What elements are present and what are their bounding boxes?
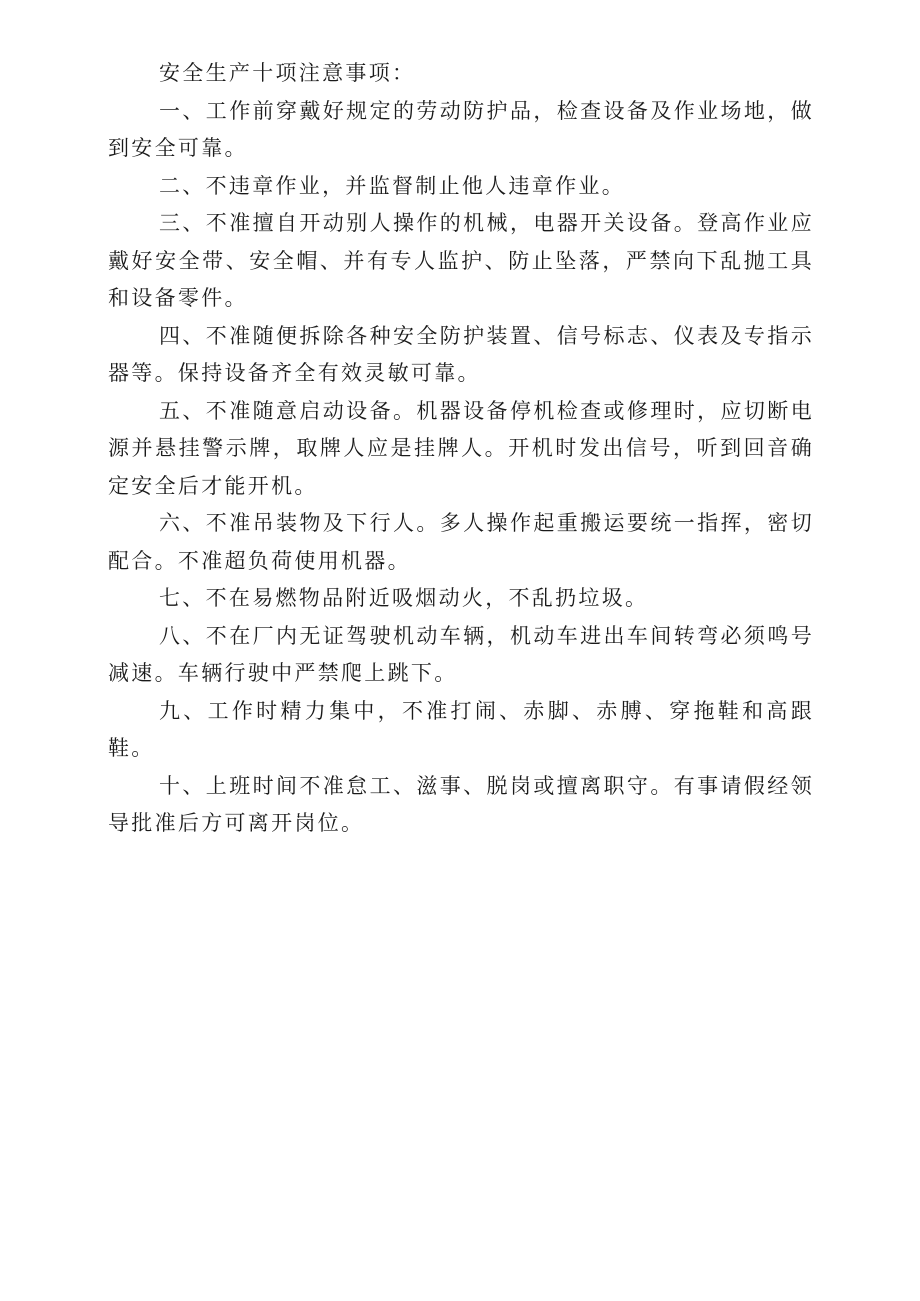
rule-item-5: 五、不准随意启动设备。机器设备停机检查或修理时，应切断电源并悬挂警示牌，取牌人应是挂牌人。开机时发出信号，听到回音确定安全后才能开机。 — [108, 398, 814, 498]
rule-item-6: 六、不准吊装物及下行人。多人操作起重搬运要统一指挥，密切配合。不准超负荷使用机器。 — [108, 511, 814, 573]
rule-item-1: 一、工作前穿戴好规定的劳动防护品，检查设备及作业场地，做到安全可靠。 — [108, 98, 814, 160]
rule-item-3: 三、不准擅自开动别人操作的机械，电器开关设备。登高作业应戴好安全带、安全帽、并有专人监护、防止坠落，严禁向下乱抛工具和设备零件。 — [108, 211, 814, 310]
rule-item-9: 九、工作时精力集中，不准打闹、赤脚、赤膊、穿拖鞋和高跟鞋。 — [108, 698, 814, 760]
rule-item-2: 二、不违章作业，并监督制止他人违章作业。 — [159, 173, 625, 198]
rule-item-4: 四、不准随便拆除各种安全防护装置、信号标志、仪表及专指示器等。保持设备齐全有效灵敏可靠。 — [108, 323, 814, 385]
rule-item-8: 八、不在厂内无证驾驶机动车辆，机动车进出车间转弯必须鸣号减速。车辆行驶中严禁爬上跳下。 — [108, 623, 814, 685]
document-title: 安全生产十项注意事项： — [159, 61, 416, 85]
document-body — [108, 55, 814, 843]
rule-item-10: 十、上班时间不准怠工、滋事、脱岗或擅离职守。有事请假经领导批准后方可离开岗位。 — [108, 773, 814, 835]
rule-item-7: 七、不在易燃物品附近吸烟动火，不乱扔垃圾。 — [159, 586, 649, 610]
